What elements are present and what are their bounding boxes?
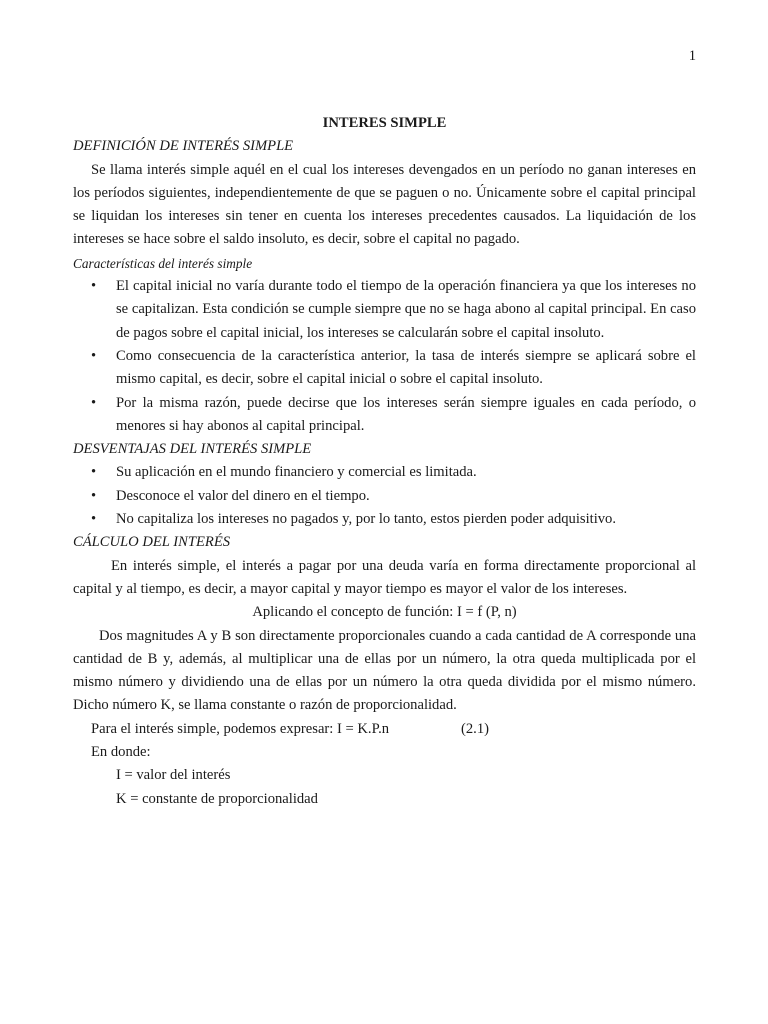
list-item: • Como consecuencia de la característica anterior, la tasa de interés siempre se aplicará sobre el mismo capital, es decir, sobre el capital inicial o sobre el capital insoluto. <box>73 345 696 392</box>
proportional-paragraph: Dos magnitudes A y B son directamente proporcionales cuando a cada cantidad de A corresponde una cantidad de B y, además, al multiplicar una de ellas por un número, la otra queda multiplicada por el mismo número y dividiendo una de ellas por un número la otra queda dividida por el mismo número. Dicho número K, se llama constante o razón de proporcionalidad. <box>73 627 696 714</box>
list-item: • Su aplicación en el mundo financiero y comercial es limitada. <box>73 461 696 484</box>
calculation-heading: CÁLCULO DEL INTERÉS <box>73 534 231 551</box>
list-item: • El capital inicial no varía durante todo el tiempo de la operación financiera ya que los intereses no se capitalizan. Esta condición se cumple siempre que no se haga abono al capital principal. En caso de pagos sobre el capital inicial, los intereses se calcularán sobre el capital insoluto. <box>73 275 696 345</box>
characteristics-heading: Características del interés simple <box>73 255 253 271</box>
page-number: 1 <box>688 48 696 64</box>
definition-item: I = valor del interés <box>116 767 231 784</box>
list-item: • Por la misma razón, puede decirse que los intereses serán siempre iguales en cada período, o menores si hay abonos al capital principal. <box>73 392 696 439</box>
document-title: INTERES SIMPLE <box>322 115 447 131</box>
definition-heading: DEFINICIÓN DE INTERÉS SIMPLE <box>73 138 294 155</box>
function-line: Aplicando el concepto de función: I = f (P, n) <box>252 604 517 621</box>
list-item: • Desconoce el valor del dinero en el tiempo. <box>73 485 696 508</box>
characteristics-list <box>73 275 696 438</box>
document-body <box>73 112 696 811</box>
disadvantages-list <box>73 461 696 531</box>
disadvantages-heading: DESVENTAJAS DEL INTERÉS SIMPLE <box>73 441 312 458</box>
definition-item: K = constante de proporcionalidad <box>116 790 318 807</box>
formula-line <box>73 718 696 741</box>
where-label: En donde: <box>91 744 151 761</box>
formula-text: Para el interés simple, podemos expresar: I = K.P.n <box>91 720 390 737</box>
list-item: • No capitaliza los intereses no pagados y, por lo tanto, estos pierden poder adquisitivo. <box>73 508 696 531</box>
formula-number: (2.1) <box>461 720 489 737</box>
calculation-paragraph: En interés simple, el interés a pagar por una deuda varía en forma directamente proporcional al capital y al tiempo, es decir, a mayor capital y mayor tiempo es mayor el valor de los intereses. <box>73 557 696 597</box>
definition-paragraph: Se llama interés simple aquél en el cual los intereses devengados en un período no ganan intereses en los períodos siguientes, independientemente de que se paguen o no. Únicamente sobre el capital principal se liquidan los intereses sin tener en cuenta los intereses precedentes causados. La liquidación de los intereses se hace sobre el saldo insoluto, es decir, sobre el capital no pagado. <box>73 161 696 248</box>
